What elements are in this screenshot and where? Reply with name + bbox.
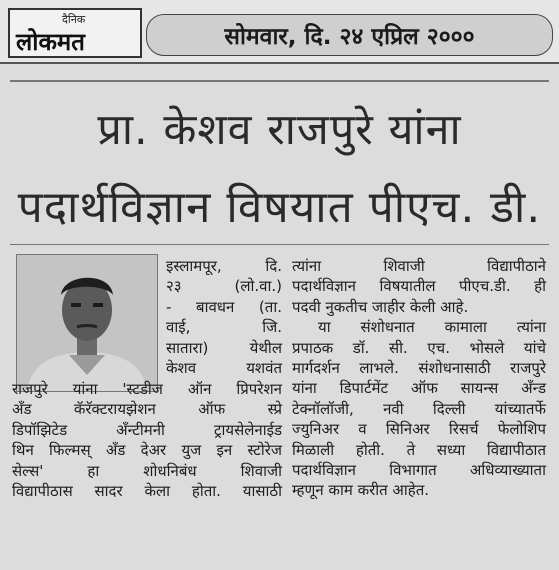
article-line: पदार्थविज्ञान विभागात अधिव्याख्याता: [292, 461, 546, 480]
article-line: मार्गदर्शन लाभले. संशोधनासाठी राजपुरे: [292, 359, 546, 378]
newspaper-header: [0, 0, 559, 64]
article-line: विद्यापीठास सादर केला होता. यासाठी: [12, 482, 282, 501]
article-line: डिपॉझिटेड अँन्टीमनी ट्रायसेलेनाईड: [12, 420, 282, 439]
article-line: सातारा) येथील: [166, 338, 282, 357]
article-line: म्हणून काम करीत आहेत.: [292, 481, 430, 500]
article-line: त्यांना शिवाजी विद्यापीठाने: [292, 257, 546, 275]
article-line: अँड कॅरॅक्टरायझेशन ऑफ स्प्रे: [12, 400, 282, 419]
headline-top-rule: [10, 80, 549, 82]
portrait-image: [17, 255, 157, 391]
dateline-box: [146, 14, 553, 56]
article-line: ज्युनिअर व सिनिअर रिसर्च फेलोशिप: [292, 420, 546, 439]
article-line: थिन फिल्मस् अँड देअर युज इन स्टोरेज: [12, 441, 282, 460]
article-left-beside-photo: [166, 256, 282, 378]
article-line: राजपुरे यांना 'स्टडीज ऑन प्रिपरेशन: [12, 380, 282, 398]
article-line: यांना डिपार्टमेंट ऑफ सायन्स अँन्ड: [292, 379, 546, 398]
article-line: मिळाली होती. ते सध्या विद्यापीठात: [292, 440, 546, 459]
dateline-text: सोमवार, दि. २४ एप्रिल २०००: [224, 24, 475, 50]
article-line: पदवी नुकतीच जाहीर केली आहे.: [292, 297, 469, 316]
article-line: इस्लामपूर, दि.: [166, 257, 282, 275]
headline-line-2: पदार्थविज्ञान विषयात पीएच. डी.: [17, 182, 542, 233]
article-left-column: [12, 379, 282, 501]
article-line: या संशोधनात कामाला त्यांना: [318, 318, 546, 337]
article-line: सेल्स' हा शोधनिबंध शिवाजी: [12, 461, 282, 480]
article-right-column: [292, 256, 546, 501]
article-line: २३ (लो.वा.): [166, 277, 282, 296]
article-line: टेक्नॉलॉजी, नवी दिल्ली यांच्यातर्फे: [292, 399, 546, 418]
article-line: - बावधन (ता.: [166, 297, 282, 316]
headline-bottom-rule: [10, 244, 549, 245]
article-line: केशव यशवंत: [166, 359, 282, 378]
headline-line-1: प्रा. केशव राजपुरे यांना: [97, 105, 462, 155]
article-line: पदार्थविज्ञान विषयातील पीएच.डी. ही: [292, 277, 546, 296]
masthead-small-text: दैनिक: [62, 13, 86, 26]
article-line: वाई, जि.: [166, 318, 282, 337]
masthead-logo: [8, 8, 142, 58]
masthead-name: लोकमत: [16, 28, 85, 56]
portrait-photo: [16, 254, 158, 392]
article-line: प्रपाठक डॉ. सी. एच. भोसले यांचे: [292, 338, 546, 357]
